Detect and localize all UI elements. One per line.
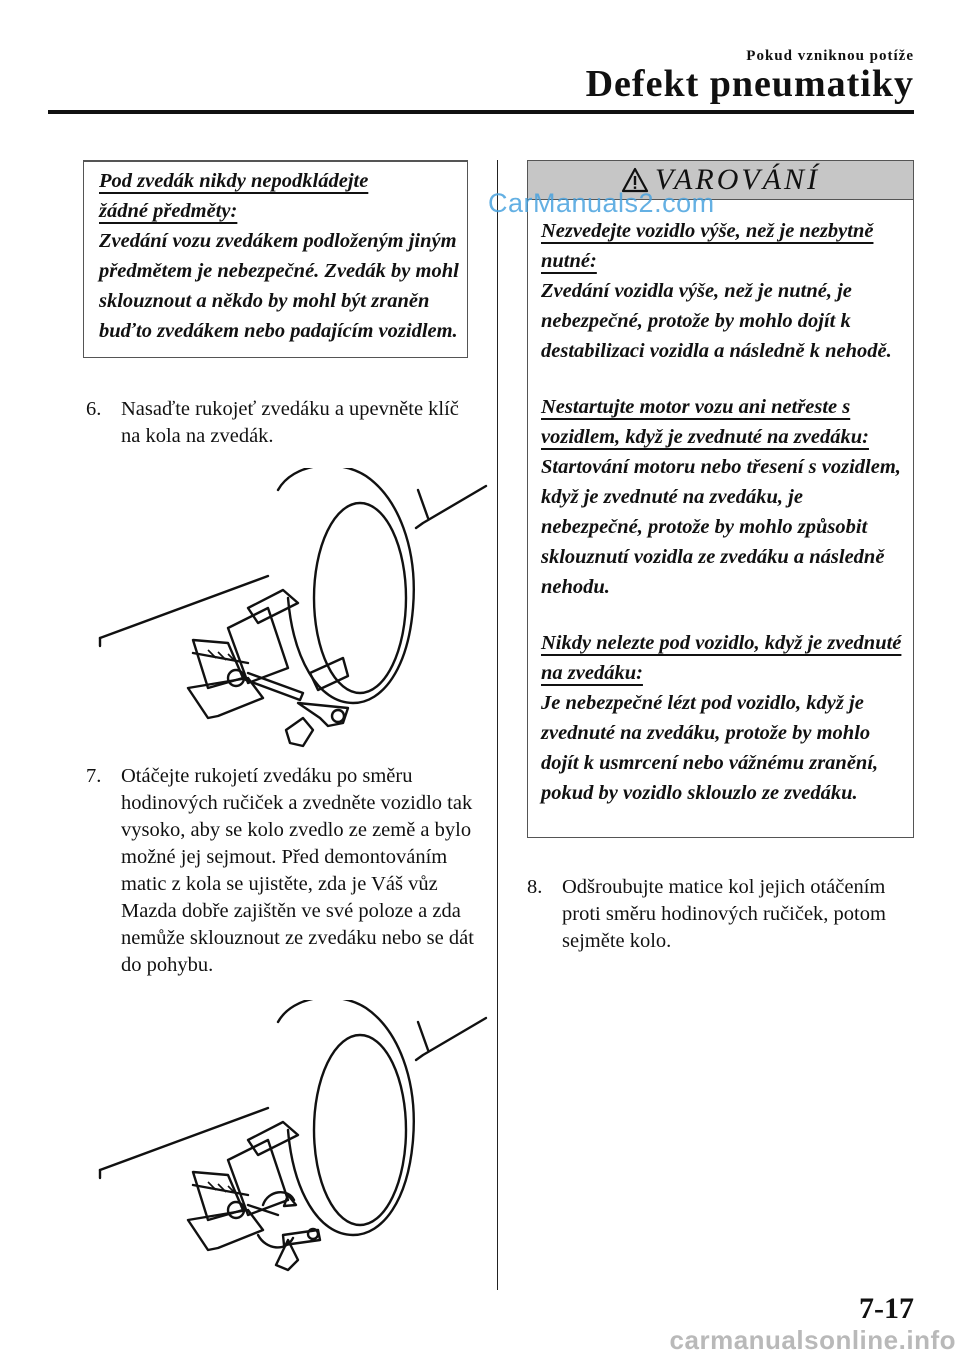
warning-item-text: Je nebezpečné lézt pod vozidlo, když je zvednuté na zvedáku, protože by mohlo dojít k usmrcení nebo vážnému zranění, pokud by vozidlo sklouzlo ze zvedáku. — [541, 692, 879, 804]
step-number: 7. — [86, 765, 102, 787]
warning-item — [541, 216, 905, 366]
step-text: Otáčejte rukojetí zvedáku po směru hodinových ručiček a zvedněte vozidlo tak vysoko, aby se kolo zvedlo ze země a bylo možné jej sejmout. Před demontováním matic z kola se ujistěte, zda je Váš vůz Mazda dobře zajištěn ve své poloze a zda nemůže sklouznout ze zvedáku nebo se dát do pohybu. — [121, 765, 474, 976]
warning-item-heading: Nikdy nelezte pod vozidlo, když je zvednuté na zvedáku: — [541, 632, 902, 684]
jack-handle-illustration — [98, 468, 488, 753]
column-divider — [497, 160, 498, 1290]
warning-item — [541, 392, 905, 602]
jack-raising-illustration — [98, 1000, 488, 1285]
footer-logo: carmanualsonline.info — [669, 1325, 956, 1355]
warning-body — [528, 200, 913, 808]
warning-box — [527, 160, 914, 838]
caution-heading-line-2: žádné předměty: — [99, 200, 238, 222]
step-7 — [86, 763, 481, 979]
page-title: Defekt pneumatiky — [585, 63, 914, 105]
warning-item-heading: Nestartujte motor vozu ani netřeste s vozidlem, když je zvednuté na zvedáku: — [541, 396, 869, 448]
caution-heading — [99, 166, 459, 226]
step-6 — [86, 396, 471, 450]
step-text: Odšroubujte matice kol jejich otáčením proti směru hodinových ručiček, potom sejměte kolo. — [562, 876, 886, 952]
warning-item-text: Startování motoru nebo třesení s vozidlem, když je zvednuté na zvedáku, je nebezpečné, protože by mohlo způsobit sklouznutí vozidla ze zvedáku a následně nehodu. — [541, 456, 901, 598]
header-rule — [48, 110, 914, 114]
page-number: 7-17 — [859, 1292, 914, 1325]
caution-body: Zvedání vozu zvedákem podloženým jiným předmětem je nebezpečné. Zvedák by mohl sklouznout a někdo by mohl být zraněn buďto zvedákem nebo padajícím vozidlem. — [99, 230, 459, 342]
warning-item-heading: Nezvedejte vozidlo výše, než je nezbytně nutné: — [541, 220, 874, 272]
step-number: 6. — [86, 398, 102, 420]
step-number: 8. — [527, 876, 543, 898]
warning-title: VAROVÁNÍ — [654, 163, 821, 196]
caution-heading-line-1: Pod zvedák nikdy nepodkládejte — [99, 170, 369, 192]
warning-item — [541, 628, 905, 808]
caution-box — [83, 160, 468, 358]
step-text: Nasaďte rukojeť zvedáku a upevněte klíč na kola na zvedák. — [121, 398, 459, 447]
section-title: Pokud vzniknou potíže — [746, 48, 914, 64]
step-8 — [527, 874, 919, 955]
watermark-text: CarManuals2.com — [488, 188, 715, 218]
warning-item-text: Zvedání vozidla výše, než je nutné, je nebezpečné, protože by mohlo dojít k destabilizaci vozidla a následně k nehodě. — [541, 280, 892, 362]
